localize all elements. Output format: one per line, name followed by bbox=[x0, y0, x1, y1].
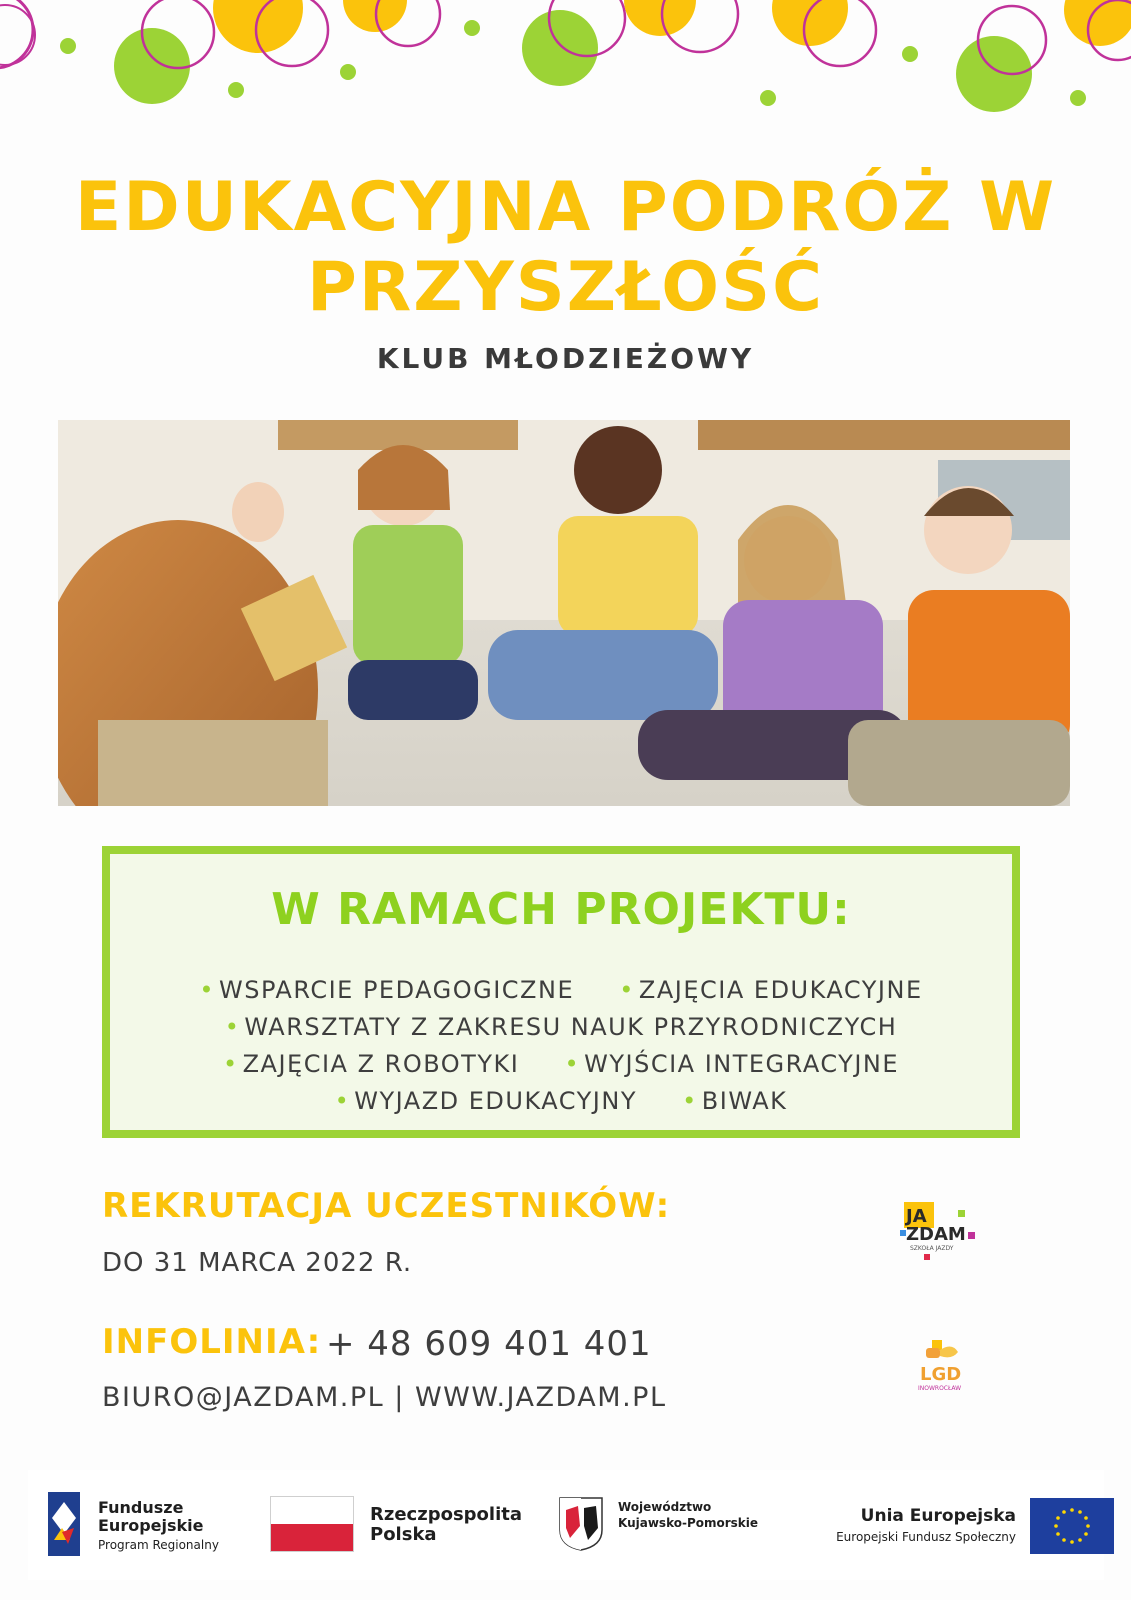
infoline-label: INFOLINIA: bbox=[102, 1322, 322, 1362]
ue-line2: Europejski Fundusz Społeczny bbox=[836, 1530, 1016, 1544]
jazdam-logo bbox=[900, 1200, 990, 1266]
activity-row bbox=[110, 1009, 1012, 1046]
activity-item: • WARSZTATY Z ZAKRESU NAUK PRZYRODNICZYCH bbox=[225, 1009, 898, 1046]
jazdam-logo-text2: ZDAM bbox=[906, 1224, 966, 1245]
children-photo bbox=[58, 420, 1070, 806]
recruitment-label: REKRUTACJA UCZESTNIKÓW: bbox=[102, 1186, 671, 1226]
activity-item: • WSPARCIE PEDAGOGICZNE bbox=[199, 972, 574, 1009]
fe-line1: Fundusze bbox=[98, 1498, 184, 1517]
activity-item: • BIWAK bbox=[682, 1083, 787, 1120]
page-title-line2: PRZYSZŁOŚĆ bbox=[307, 248, 824, 327]
page-subtitle: KLUB MŁODZIEŻOWY bbox=[376, 342, 755, 375]
ue-line1: Unia Europejska bbox=[860, 1506, 1016, 1526]
lgd-logo-sub: INOWROCŁAW bbox=[918, 1385, 962, 1392]
rp-line2: Polska bbox=[370, 1524, 437, 1545]
jazdam-logo-text1: JA bbox=[906, 1206, 927, 1227]
project-box bbox=[102, 846, 1020, 1138]
activity-row bbox=[110, 1083, 1012, 1120]
lgd-logo-text: LGD bbox=[920, 1364, 962, 1385]
page-title-line1: EDUKACYJNA PODRÓŻ W bbox=[74, 168, 1057, 247]
jazdam-logo-sub: SZKOŁA JAZDY bbox=[910, 1245, 954, 1252]
fe-logo-icon bbox=[44, 1488, 84, 1560]
activity-list bbox=[110, 972, 1012, 1120]
recruitment-date: DO 31 MARCA 2022 R. bbox=[102, 1248, 413, 1278]
infoline-phone[interactable]: + 48 609 401 401 bbox=[326, 1324, 652, 1364]
polish-flag-icon bbox=[270, 1496, 354, 1552]
lgd-logo bbox=[912, 1336, 976, 1396]
activity-row bbox=[110, 1046, 1012, 1083]
activity-row bbox=[110, 972, 1012, 1009]
kujawsko-pomorskie-crest-icon bbox=[558, 1496, 604, 1552]
contact-email-website[interactable]: BIURO@JAZDAM.PL | WWW.JAZDAM.PL bbox=[102, 1382, 667, 1413]
activity-item: • WYJAZD EDUKACYJNY bbox=[335, 1083, 637, 1120]
eu-flag-icon bbox=[1030, 1498, 1114, 1554]
footer-logos bbox=[28, 1470, 1104, 1580]
project-title: W RAMACH PROJEKTU: bbox=[271, 884, 851, 935]
fe-line3: Program Regionalny bbox=[98, 1538, 219, 1552]
activity-item: • WYJŚCIA INTEGRACYJNE bbox=[564, 1046, 899, 1083]
wkp-line1: Województwo bbox=[618, 1500, 712, 1514]
activity-item: • ZAJĘCIA Z ROBOTYKI bbox=[223, 1046, 519, 1083]
decorative-dots bbox=[0, 0, 1131, 130]
fe-line2: Europejskie bbox=[98, 1516, 204, 1535]
activity-item: • ZAJĘCIA EDUKACYJNE bbox=[619, 972, 922, 1009]
rp-line1: Rzeczpospolita bbox=[370, 1504, 522, 1525]
wkp-line2: Kujawsko-Pomorskie bbox=[618, 1516, 759, 1530]
